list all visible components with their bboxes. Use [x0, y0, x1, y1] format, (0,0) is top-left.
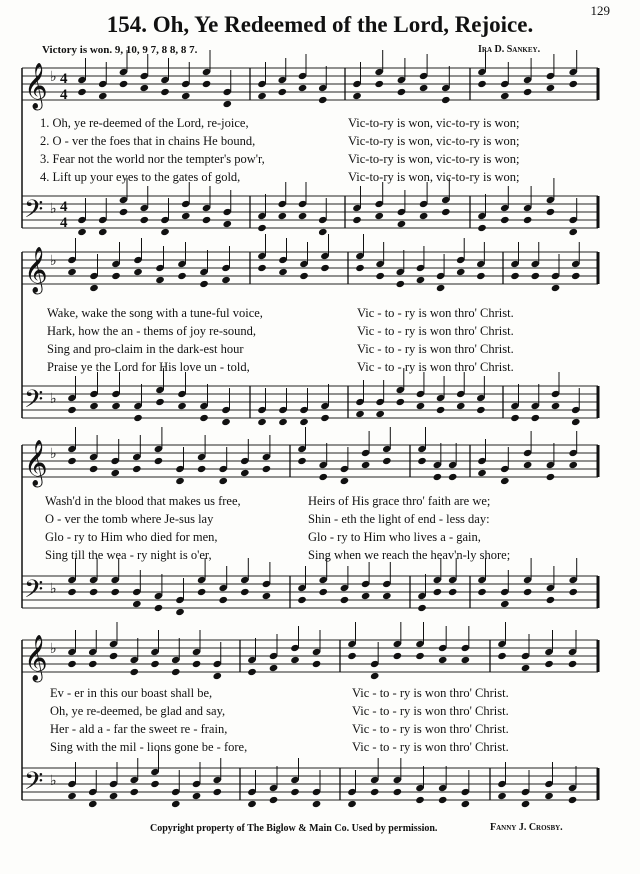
note-head [181, 212, 191, 220]
note-head [262, 465, 272, 473]
note-head [546, 596, 556, 604]
note-head [192, 792, 202, 800]
lyric-line-right: Vic - to - ry is won thro' Christ. [352, 704, 509, 718]
note-head [109, 652, 119, 660]
lyric-line-left: Wash'd in the blood that makes us free, [45, 494, 241, 508]
note-head [416, 276, 426, 284]
note-head [171, 800, 181, 808]
lyric-line-left: O - ver the tomb where Je-sus lay [45, 512, 214, 526]
note-head [175, 477, 185, 485]
tune-meter: Victory is won. 9, 10, 9 7, 8 8, 8 7. [42, 44, 198, 56]
note-head [500, 216, 510, 224]
note-head [318, 588, 328, 596]
note-head [352, 216, 362, 224]
note-head [361, 592, 371, 600]
note-head [129, 788, 139, 796]
note-head [133, 268, 143, 276]
note-head [419, 212, 429, 220]
note-head [297, 596, 307, 604]
note-head [222, 220, 232, 228]
lyric-line-left: Sing till the wea - ry night is o'er, [45, 548, 212, 562]
time-signature: 4 [60, 87, 68, 103]
note-head [355, 410, 365, 418]
note-head [160, 88, 170, 96]
note-head [417, 604, 427, 612]
flat-sign: ♭ [50, 774, 57, 789]
note-head [177, 402, 187, 410]
note-head [448, 473, 458, 481]
note-head [456, 402, 466, 410]
note-head [568, 228, 578, 236]
note-head [456, 268, 466, 276]
note-head [382, 457, 392, 465]
note-head [546, 208, 556, 216]
lyric-line-right: Vic-to-ry is won, vic-to-ry is won; [348, 152, 520, 166]
note-head [312, 660, 322, 668]
note-head [132, 465, 142, 473]
lyric-line-left: 3. Fear not the world nor the tempter's pow'r, [40, 152, 265, 166]
note-head [436, 284, 446, 292]
lyric-line-left: Wake, wake the song with a tune-ful voice, [47, 306, 263, 320]
note-head [98, 92, 108, 100]
note-head [290, 656, 300, 664]
note-head [521, 800, 531, 808]
lyric-line-right: Vic - to - ry is won thro' Christ. [357, 360, 514, 374]
note-head [154, 457, 164, 465]
note-head [448, 588, 458, 596]
note-head [297, 457, 307, 465]
note-head [416, 402, 426, 410]
note-head [299, 418, 309, 426]
note-head [150, 660, 160, 668]
note-head [298, 212, 308, 220]
note-head [433, 588, 443, 596]
note-head [510, 272, 520, 280]
lyric-line-left: Her - ald a - far the sweet re - frain, [50, 722, 228, 736]
note-head [290, 788, 300, 796]
time-signature: 4 [60, 199, 68, 215]
note-head [375, 272, 385, 280]
note-head [277, 88, 287, 96]
note-head [67, 792, 77, 800]
note-head [181, 92, 191, 100]
note-head [477, 224, 487, 232]
lyric-line-right: Vic - to - ry is won thro' Christ. [357, 342, 514, 356]
note-head [269, 664, 279, 672]
note-head [497, 792, 507, 800]
note-head [436, 406, 446, 414]
lyricist: Fanny J. Crosby. [490, 822, 563, 833]
lyric-line-right: Glo - ry to Him who lives a - gain, [308, 530, 481, 544]
note-head [546, 473, 556, 481]
note-head [132, 600, 142, 608]
note-head [155, 398, 165, 406]
note-head [88, 800, 98, 808]
note-head [67, 660, 77, 668]
note-head [133, 414, 143, 422]
note-head [544, 792, 554, 800]
hymn-title: 154. Oh, Ye Redeemed of the Lord, Rejoice. [106, 12, 534, 37]
note-head [77, 228, 87, 236]
lyric-line-right: Vic - to - ry is won thro' Christ. [357, 324, 514, 338]
lyric-line-right: Vic - to - ry is won thro' Christ. [352, 686, 509, 700]
note-head [202, 216, 212, 224]
flat-sign: ♭ [50, 202, 57, 217]
note-head [571, 272, 581, 280]
note-head [150, 780, 160, 788]
note-head [393, 652, 403, 660]
lyric-line-left: Glo - ry to Him who died for men, [45, 530, 218, 544]
note-head [523, 88, 533, 96]
note-head [530, 414, 540, 422]
page-number: 129 [590, 3, 610, 18]
treble-clef: 𝄞 [24, 635, 48, 680]
note-head [139, 216, 149, 224]
note-head [154, 604, 164, 612]
note-head [111, 402, 121, 410]
note-head [155, 276, 165, 284]
composer: Ira D. Sankey. [478, 44, 541, 55]
lyric-line-left: 2. O - ver the foes that in chains He bound, [40, 134, 256, 148]
bass-clef: 𝄢 [24, 768, 44, 801]
note-head [382, 592, 392, 600]
lyric-line-right: Vic - to - ry is won thro' Christ. [357, 306, 514, 320]
note-head [160, 228, 170, 236]
note-head [352, 92, 362, 100]
note-head [375, 410, 385, 418]
note-head [257, 92, 267, 100]
note-head [461, 656, 471, 664]
lyric-line-left: 4. Lift up your eyes to the gates of gold, [40, 170, 241, 184]
note-head [476, 406, 486, 414]
lyric-line-left: Sing and pro-claim in the dark-est hour [47, 342, 244, 356]
note-head [476, 272, 486, 280]
note-head [199, 414, 209, 422]
note-head [497, 652, 507, 660]
note-head [247, 800, 257, 808]
note-head [355, 264, 365, 272]
note-head [370, 788, 380, 796]
note-head [129, 668, 139, 676]
lyric-line-right: Heirs of His grace thro' faith are we; [308, 494, 491, 508]
flat-sign: ♭ [50, 70, 57, 85]
note-head [397, 220, 407, 228]
note-head [523, 588, 533, 596]
treble-clef: 𝄞 [24, 63, 48, 108]
note-head [139, 84, 149, 92]
note-head [544, 660, 554, 668]
note-head [433, 473, 443, 481]
note-head [240, 469, 250, 477]
note-head [546, 84, 556, 92]
note-head [568, 80, 578, 88]
note-head [438, 796, 448, 804]
note-head [370, 672, 380, 680]
note-head [396, 280, 406, 288]
note-head [298, 84, 308, 92]
note-head [119, 208, 129, 216]
note-head [477, 588, 487, 596]
note-head [192, 660, 202, 668]
note-head [477, 469, 487, 477]
note-head [110, 588, 120, 596]
note-head [438, 656, 448, 664]
note-head [89, 284, 99, 292]
note-head [278, 268, 288, 276]
flat-sign: ♭ [50, 392, 57, 407]
note-head [240, 588, 250, 596]
note-head [523, 216, 533, 224]
note-head [361, 461, 371, 469]
note-head [477, 80, 487, 88]
lyric-line-left: Sing with the mil - lions gone be - fore, [50, 740, 248, 754]
note-head [441, 96, 451, 104]
note-head [340, 477, 350, 485]
note-head [110, 469, 120, 477]
lyric-line-right: Sing when we reach the heav'n-ly shore; [308, 548, 511, 562]
note-head [221, 276, 231, 284]
lyric-line-right: Vic - to - ry is won thro' Christ. [352, 722, 509, 736]
note-head [571, 418, 581, 426]
note-head [417, 457, 427, 465]
treble-clef: 𝄞 [24, 440, 48, 485]
lyric-line-right: Vic-to-ry is won, vic-to-ry is won; [348, 170, 520, 184]
note-head [221, 418, 231, 426]
note-head [171, 668, 181, 676]
lyric-line-right: Shin - eth the light of end - less day: [308, 512, 490, 526]
note-head [397, 88, 407, 96]
note-head [568, 660, 578, 668]
note-head [374, 212, 384, 220]
note-head [551, 284, 561, 292]
note-head [257, 264, 267, 272]
note-head [88, 660, 98, 668]
note-head [89, 588, 99, 596]
note-head [523, 461, 533, 469]
note-head [199, 280, 209, 288]
note-head [212, 788, 222, 796]
note-head [197, 588, 207, 596]
note-head [77, 88, 87, 96]
note-head [347, 800, 357, 808]
lyric-line-right: Vic-to-ry is won, vic-to-ry is won; [348, 116, 520, 130]
copyright-notice: Copyright property of The Biglow & Main Co. Used by permission. [150, 823, 438, 834]
note-head [393, 788, 403, 796]
note-head [257, 418, 267, 426]
note-head [318, 473, 328, 481]
note-head [318, 96, 328, 104]
note-head [500, 92, 510, 100]
treble-clef: 𝄞 [24, 247, 48, 292]
note-head [318, 228, 328, 236]
note-head [551, 402, 561, 410]
flat-sign: ♭ [50, 582, 57, 597]
note-head [109, 792, 119, 800]
note-head [568, 461, 578, 469]
lyric-line-left: Praise ye the Lord for His love un - told, [47, 360, 250, 374]
note-head [347, 652, 357, 660]
note-head [500, 477, 510, 485]
note-head [320, 264, 330, 272]
note-head [299, 272, 309, 280]
note-head [202, 80, 212, 88]
note-head [247, 668, 257, 676]
lyric-line-left: Hark, how the an - thems of joy re-sound, [47, 324, 256, 338]
note-head [461, 800, 471, 808]
note-head [441, 208, 451, 216]
note-head [212, 672, 222, 680]
note-head [269, 796, 279, 804]
note-head [218, 477, 228, 485]
note-head [67, 588, 77, 596]
note-head [374, 80, 384, 88]
note-head [312, 800, 322, 808]
note-head [530, 272, 540, 280]
note-head [415, 652, 425, 660]
lyric-line-right: Vic-to-ry is won, vic-to-ry is won; [348, 134, 520, 148]
flat-sign: ♭ [50, 447, 57, 462]
note-head [197, 465, 207, 473]
lyric-line-left: Ev - er in this our boast shall be, [50, 686, 213, 700]
note-head [98, 228, 108, 236]
note-head [277, 212, 287, 220]
note-head [67, 457, 77, 465]
bass-clef: 𝄢 [24, 576, 44, 609]
note-head [119, 80, 129, 88]
note-head [500, 600, 510, 608]
note-head [415, 796, 425, 804]
flat-sign: ♭ [50, 254, 57, 269]
note-head [222, 100, 232, 108]
note-head [175, 608, 185, 616]
note-head [177, 272, 187, 280]
note-head [257, 224, 267, 232]
lyric-line-left: 1. Oh, ye re-deemed of the Lord, re-joice, [40, 116, 249, 130]
note-head [89, 465, 99, 473]
lyric-line-right: Vic - to - ry is won thro' Christ. [352, 740, 509, 754]
note-head [396, 398, 406, 406]
note-head [67, 268, 77, 276]
flat-sign: ♭ [50, 642, 57, 657]
time-signature: 4 [60, 71, 68, 87]
note-head [320, 414, 330, 422]
note-head [521, 664, 531, 672]
note-head [568, 796, 578, 804]
note-head [262, 592, 272, 600]
bass-clef: 𝄢 [24, 196, 44, 229]
bass-clef: 𝄢 [24, 386, 44, 419]
note-head [218, 596, 228, 604]
note-head [67, 406, 77, 414]
note-head [419, 84, 429, 92]
note-head [340, 596, 350, 604]
lyric-line-left: Oh, ye re-deemed, be glad and say, [50, 704, 226, 718]
note-head [510, 414, 520, 422]
note-head [278, 418, 288, 426]
time-signature: 4 [60, 215, 68, 231]
note-head [89, 402, 99, 410]
note-head [111, 272, 121, 280]
note-head [568, 588, 578, 596]
